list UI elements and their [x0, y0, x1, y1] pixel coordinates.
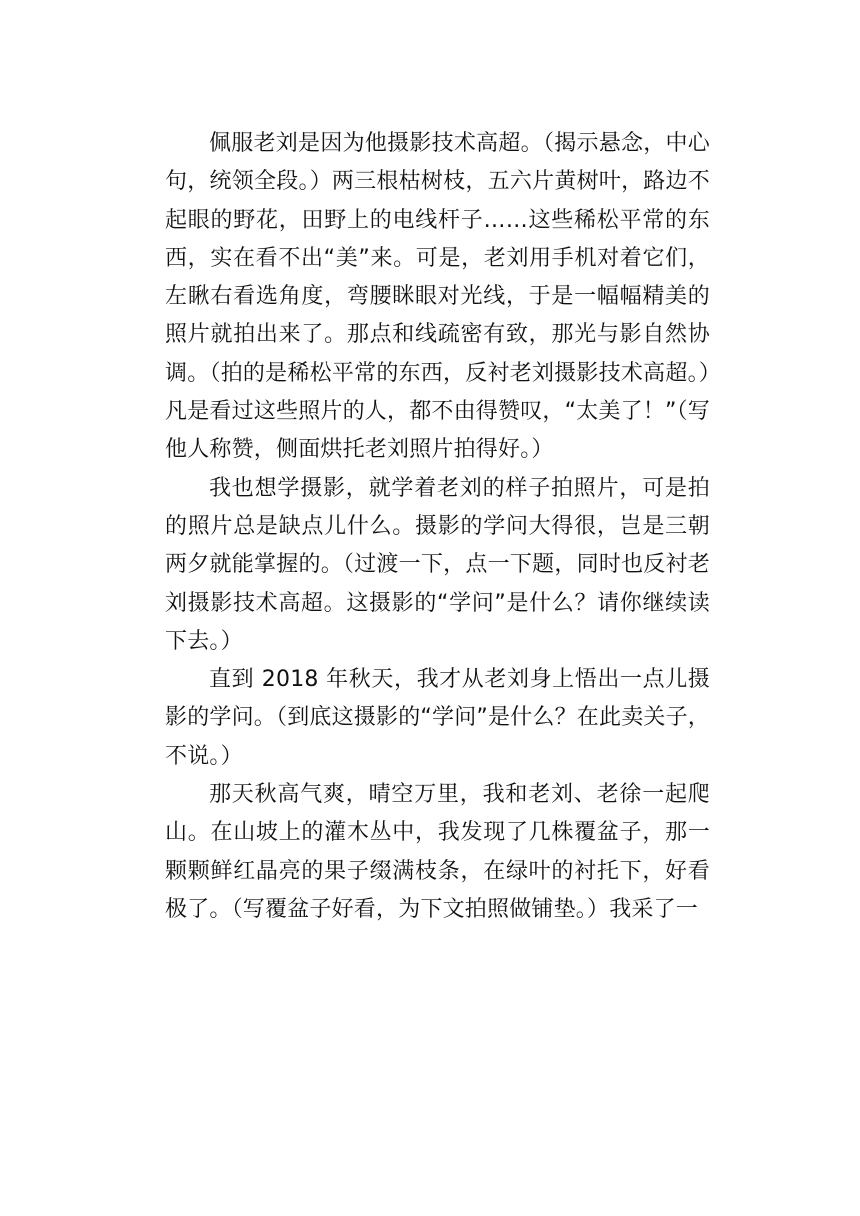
article-body	[165, 125, 710, 929]
paragraph-2: 我也想学摄影，就学着老刘的样子拍照片，可是拍的照片总是缺点儿什么。摄影的学问大得很，岂是三朝两夕就能掌握的。（过渡一下，点一下题，同时也反衬老刘摄影技术高超。这摄影的“学问”是什么？请你继续读下去。）	[165, 475, 710, 654]
paragraph-4: 那天秋高气爽，晴空万里，我和老刘、老徐一起爬山。在山坡上的灌木丛中，我发现了几株覆盆子，那一颗颗鲜红晶亮的果子缀满枝条，在绿叶的衬托下，好看极了。（写覆盆子好看，为下文拍照做铺垫。）我采了一	[165, 782, 710, 922]
paragraph-3: 直到 2018 年秋天，我才从老刘身上悟出一点儿摄影的学问。（到底这摄影的“学问”是什么？在此卖关子，不说。）	[165, 667, 710, 769]
paragraph-1: 佩服老刘是因为他摄影技术高超。（揭示悬念，中心句，统领全段。）两三根枯树枝，五六片黄树叶，路边不起眼的野花，田野上的电线杆子……这些稀松平常的东西，实在看不出“美”来。可是，老刘用手机对着它们，左瞅右看选角度，弯腰眯眼对光线，于是一幅幅精美的照片就拍出来了。那点和线疏密有致，那光与影自然协调。（拍的是稀松平常的东西，反衬老刘摄影技术高超。）凡是看过这些照片的人，都不由得赞叹，“太美了！”（写他人称赞，侧面烘托老刘照片拍得好。）	[165, 131, 710, 463]
